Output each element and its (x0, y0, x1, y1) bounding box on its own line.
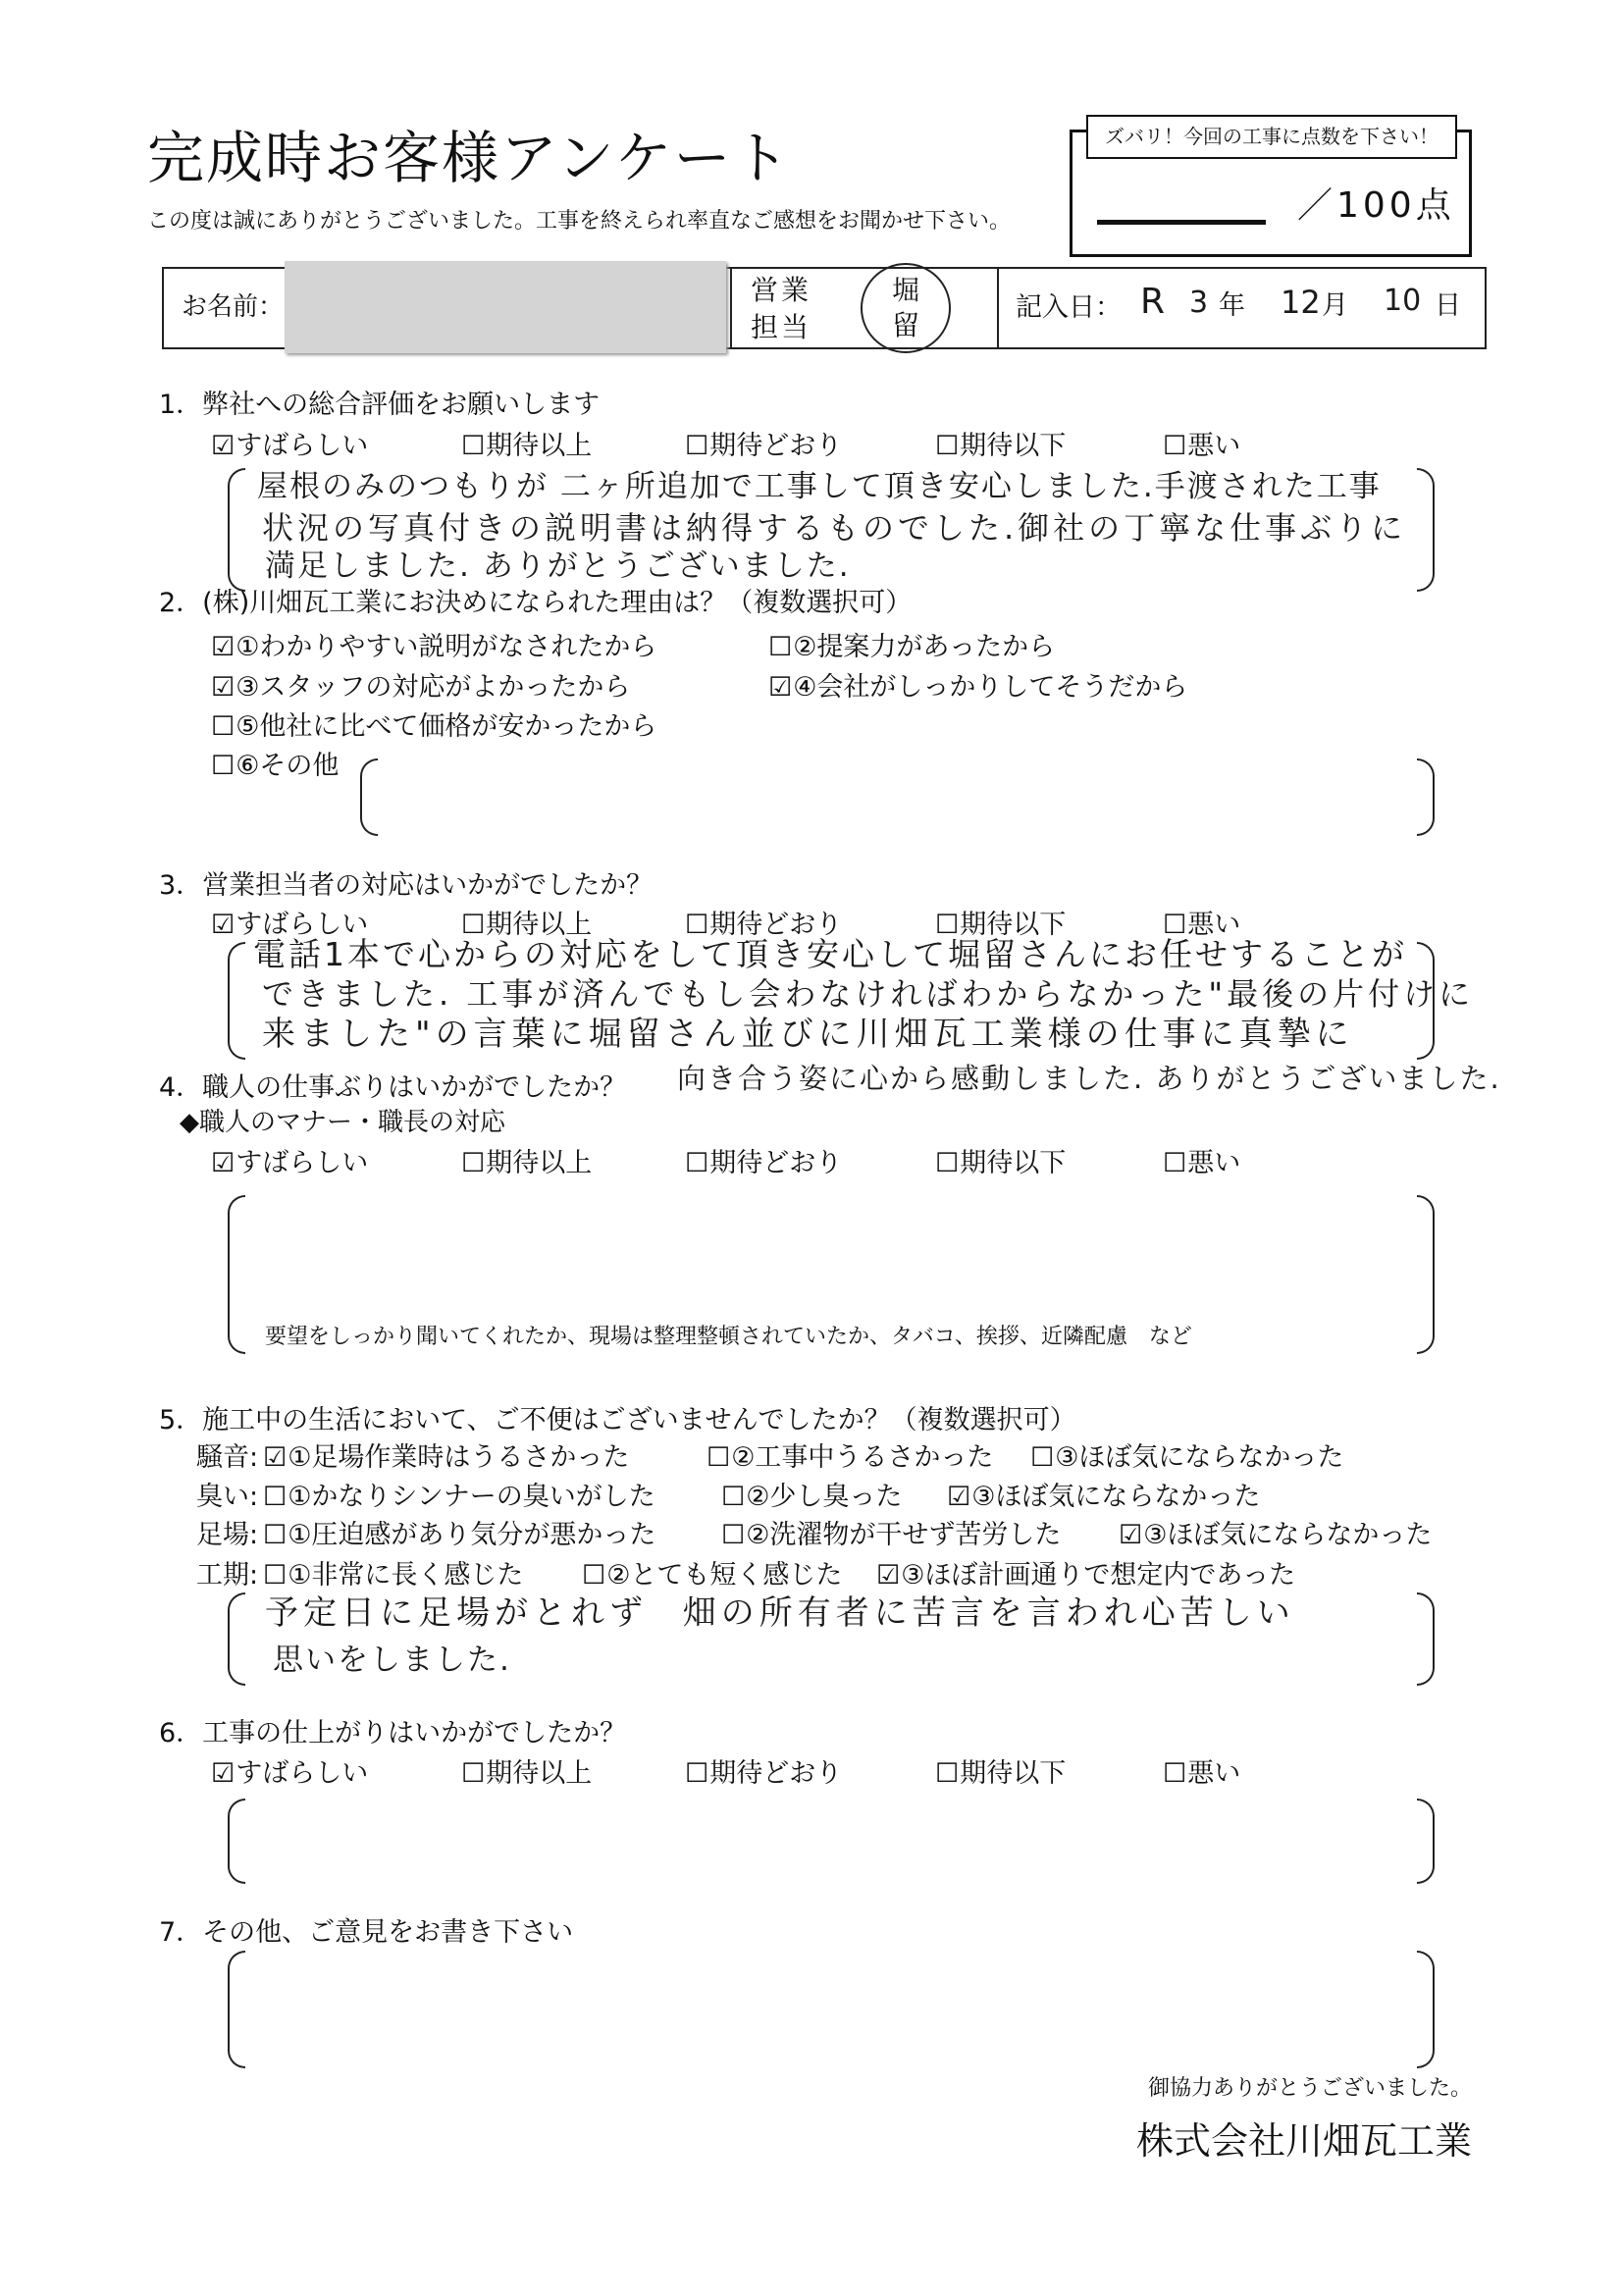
date-label: 記入日： (1016, 292, 1122, 323)
option-label: 期待以下 (960, 1148, 1067, 1178)
checkbox-icon: ☐ (721, 1482, 746, 1512)
option-below-expectations (935, 433, 1066, 459)
option-label: 期待以下 (960, 910, 1067, 940)
checkbox-icon: ☑ (263, 1442, 288, 1473)
option-label: 期待どおり (709, 431, 843, 461)
question-6-title: 6．工事の仕上がりはいかがでしたか？ (159, 1718, 627, 1748)
comment-bracket-left (228, 1195, 245, 1354)
sales-label-line1: 営業 (751, 274, 812, 306)
comment-bracket-right (1417, 1195, 1435, 1354)
option-as-expected (685, 1760, 842, 1787)
checkbox-icon: ☑ (211, 1758, 235, 1789)
option-label: すばらしい (235, 431, 369, 461)
scaffold-option-2 (721, 1522, 1061, 1548)
checkbox-icon: ☑ (211, 1148, 235, 1178)
option-above-expectations (461, 1150, 592, 1176)
handwritten-comment-line: 予定日に足場がとれず 畑の所有者に苦言を言われ心苦しい (265, 1593, 1295, 1633)
option-label: 期待以上 (486, 431, 593, 461)
option-poor (1163, 433, 1240, 459)
option-below-expectations (935, 1150, 1066, 1176)
redacted-name-box (285, 261, 726, 353)
option-poor (1163, 1150, 1240, 1176)
option-excellent (211, 433, 368, 459)
option-label: すばらしい (235, 910, 369, 940)
option-excellent (211, 1150, 368, 1176)
reason-option-3 (211, 674, 630, 701)
scaffold-option-1 (263, 1522, 655, 1548)
option-excellent (211, 912, 368, 938)
option-as-expected (685, 912, 842, 938)
date-year-unit: 年 (1219, 290, 1245, 321)
option-below-expectations (935, 912, 1066, 938)
checkbox-icon: ☐ (263, 1482, 288, 1512)
other-bracket-right (1417, 758, 1435, 836)
checkbox-icon: ☐ (1163, 1758, 1187, 1789)
comment-hint: 要望をしっかり聞いてくれたか、現場は整理整頓されていたか、タバコ、挨拶、近隣配慮 など (265, 1325, 1192, 1349)
comment-bracket-left (228, 942, 245, 1060)
seal-char: 堀 (891, 274, 919, 306)
checkbox-icon: ☐ (935, 1148, 960, 1178)
comment-bracket-right (1417, 468, 1435, 592)
option-label: ②少し臭った (746, 1482, 903, 1512)
checkbox-icon: ☐ (461, 431, 486, 461)
option-label: 期待以上 (486, 910, 593, 940)
schedule-row-label: 工期: (196, 1560, 259, 1591)
reason-option-4 (768, 674, 1187, 701)
option-label: ②提案力があったから (793, 632, 1056, 662)
date-era: R (1140, 282, 1166, 322)
checkbox-icon: ☑ (768, 672, 793, 703)
option-label: ①非常に長く感じた (288, 1560, 524, 1591)
checkbox-icon: ☐ (1163, 910, 1187, 940)
noise-option-1 (263, 1444, 629, 1471)
checkbox-icon: ☑ (211, 431, 235, 461)
comment-bracket-right (1417, 1799, 1435, 1884)
info-divider (730, 267, 732, 349)
checkbox-icon: ☐ (721, 1520, 746, 1550)
sales-label-line2: 担当 (751, 311, 812, 343)
option-label: 期待以上 (486, 1758, 593, 1789)
smell-option-1 (263, 1484, 655, 1510)
option-label: 悪い (1187, 1758, 1241, 1789)
comment-bracket-left (228, 1951, 245, 2068)
smell-option-3 (947, 1484, 1260, 1510)
handwritten-comment-line: 電話1本で心からの対応をして頂き安心して堀留さんにお任せすることが (253, 935, 1407, 973)
reason-option-1 (211, 634, 656, 660)
sales-rep-seal (861, 263, 951, 353)
option-poor (1163, 1760, 1240, 1787)
checkbox-icon: ☐ (685, 1758, 709, 1789)
checkbox-icon: ☐ (211, 711, 235, 742)
option-above-expectations (461, 912, 592, 938)
option-label: ①足場作業時はうるさかった (288, 1442, 630, 1473)
option-label: 期待どおり (709, 1148, 843, 1178)
option-label: ⑥その他 (235, 751, 340, 781)
option-label: ②とても短く感じた (606, 1560, 843, 1591)
comment-bracket-left (228, 1799, 245, 1884)
checkbox-icon: ☐ (935, 431, 960, 461)
option-label: ③スタッフの対応がよかったから (235, 672, 631, 703)
reason-option-6-other (211, 753, 339, 779)
score-max-label: ／100点 (1297, 185, 1455, 226)
option-label: 期待どおり (709, 1758, 843, 1789)
smell-row-label: 臭い: (196, 1482, 259, 1512)
question-2-title: 2．(株)川畑瓦工業にお決めになられた理由は？（複数選択可） (159, 588, 913, 618)
option-label: 期待どおり (709, 910, 843, 940)
option-above-expectations (461, 1760, 592, 1787)
checkbox-icon: ☑ (876, 1560, 901, 1591)
checkbox-icon: ☐ (935, 1758, 960, 1789)
company-name: 株式会社川畑瓦工業 (1136, 2119, 1473, 2163)
option-label: すばらしい (235, 1148, 369, 1178)
checkbox-icon: ☐ (582, 1560, 606, 1591)
question-4-title: 4．職人の仕事ぶりはいかがでしたか？ (159, 1072, 627, 1103)
option-label: 期待以下 (960, 431, 1067, 461)
handwritten-comment-line: 状況の写真付きの説明書は納得するものでした.御社の丁寧な仕事ぶりに (262, 509, 1407, 547)
date-month-unit: 月 (1322, 290, 1348, 321)
date-day-unit: 日 (1435, 290, 1461, 321)
noise-row-label: 騒音: (196, 1442, 259, 1473)
option-label: ②洗濯物が干せず苦労した (746, 1520, 1062, 1550)
comment-bracket-left (228, 1592, 245, 1686)
info-divider (997, 267, 999, 349)
noise-option-3 (1030, 1444, 1343, 1471)
checkbox-icon: ☐ (685, 431, 709, 461)
option-label: ③ほぼ気にならなかった (1143, 1520, 1433, 1550)
option-above-expectations (461, 433, 592, 459)
handwritten-comment-line: 来ました"の言葉に堀留さん並びに川畑瓦工業様の仕事に真摯に (262, 1015, 1354, 1054)
option-label: ④会社がしっかりしてそうだから (793, 672, 1188, 703)
option-label: ③ほぼ計画通りで想定内であった (901, 1560, 1296, 1591)
option-label: ①わかりやすい説明がなされたから (235, 632, 657, 662)
option-excellent (211, 1760, 368, 1787)
reason-option-5 (211, 713, 656, 740)
option-label: ③ほぼ気にならなかった (971, 1482, 1261, 1512)
smell-option-2 (721, 1484, 902, 1510)
schedule-option-2 (582, 1562, 842, 1589)
checkbox-icon: ☐ (263, 1560, 288, 1591)
schedule-option-3 (876, 1562, 1295, 1589)
handwritten-comment-line: 思いをしました. (273, 1643, 511, 1678)
footer-thanks: 御協力ありがとうございました。 (1148, 2076, 1473, 2101)
checkbox-icon: ☑ (211, 672, 235, 703)
reason-option-2 (768, 634, 1055, 660)
schedule-option-1 (263, 1562, 523, 1589)
scaffold-option-3 (1119, 1522, 1432, 1548)
option-label: 悪い (1187, 431, 1241, 461)
question-7-title: 7．その他、ご意見をお書き下さい (159, 1917, 574, 1948)
option-label: ①圧迫感があり気分が悪かった (288, 1520, 656, 1550)
option-poor (1163, 912, 1240, 938)
score-blank-line (1097, 220, 1266, 225)
option-label: 期待以上 (486, 1148, 593, 1178)
option-label: すばらしい (235, 1758, 369, 1789)
checkbox-icon: ☑ (211, 632, 235, 662)
checkbox-icon: ☐ (1163, 431, 1187, 461)
form-title: 完成時お客様アンケート (147, 125, 792, 191)
checkbox-icon: ☐ (461, 1758, 486, 1789)
checkbox-icon: ☐ (461, 910, 486, 940)
checkbox-icon: ☐ (211, 751, 235, 781)
checkbox-icon: ☐ (935, 910, 960, 940)
handwritten-comment-line: 満足しました. ありがとうございました. (265, 548, 851, 584)
option-as-expected (685, 433, 842, 459)
option-as-expected (685, 1150, 842, 1176)
checkbox-icon: ☐ (768, 632, 793, 662)
option-label: ⑤他社に比べて価格が安かったから (235, 711, 657, 742)
option-label: 悪い (1187, 910, 1241, 940)
comment-bracket-right (1417, 1951, 1435, 2068)
other-bracket-left (360, 758, 378, 836)
date-month: 12 (1281, 284, 1321, 321)
question-5-title: 5．施工中の生活において、ご不便はございませんでしたか？（複数選択可） (159, 1405, 1076, 1435)
option-label: ①かなりシンナーの臭いがした (288, 1482, 655, 1512)
question-3-title: 3．営業担当者の対応はいかがでしたか？ (159, 870, 654, 901)
comment-bracket-right (1417, 1592, 1435, 1686)
noise-option-2 (706, 1444, 993, 1471)
date-day: 10 (1384, 284, 1422, 318)
question-4-subheading: ◆職人のマナー・職長の対応 (180, 1108, 505, 1137)
checkbox-icon: ☐ (461, 1148, 486, 1178)
seal-char: 留 (891, 309, 919, 341)
checkbox-icon: ☑ (211, 910, 235, 940)
form-subtitle: この度は誠にありがとうございました。工事を終えられ率直なご感想をお聞かせ下さい。 (147, 209, 1012, 234)
checkbox-icon: ☑ (1119, 1520, 1143, 1550)
comment-bracket-left (228, 468, 245, 592)
checkbox-icon: ☐ (263, 1520, 288, 1550)
name-label: お名前： (182, 292, 285, 322)
checkbox-icon: ☑ (947, 1482, 971, 1512)
scaffold-row-label: 足場: (196, 1520, 259, 1550)
handwritten-comment-line: 屋根のみのつもりが 二ヶ所追加で工事して頂き安心しました.手渡された工事 (257, 469, 1382, 504)
checkbox-icon: ☐ (685, 910, 709, 940)
option-label: 期待以下 (960, 1758, 1067, 1789)
checkbox-icon: ☐ (1163, 1148, 1187, 1178)
option-label: ③ほぼ気にならなかった (1055, 1442, 1344, 1473)
handwritten-comment-line: 向き合う姿に心から感動しました. ありがとうございました. (677, 1062, 1501, 1095)
option-label: ②工事中うるさかった (731, 1442, 994, 1473)
date-year: 3 (1189, 286, 1209, 320)
score-prompt: ズバリ！今回の工事に点数を下さい！ (1086, 115, 1457, 159)
handwritten-comment-line: できました. 工事が済んでもし会わなければわからなかった"最後の片付けに (262, 975, 1475, 1013)
option-below-expectations (935, 1760, 1066, 1787)
checkbox-icon: ☐ (706, 1442, 731, 1473)
question-1-title: 1．弊社への総合評価をお願いします (159, 390, 601, 420)
checkbox-icon: ☐ (685, 1148, 709, 1178)
option-label: 悪い (1187, 1148, 1241, 1178)
checkbox-icon: ☐ (1030, 1442, 1055, 1473)
